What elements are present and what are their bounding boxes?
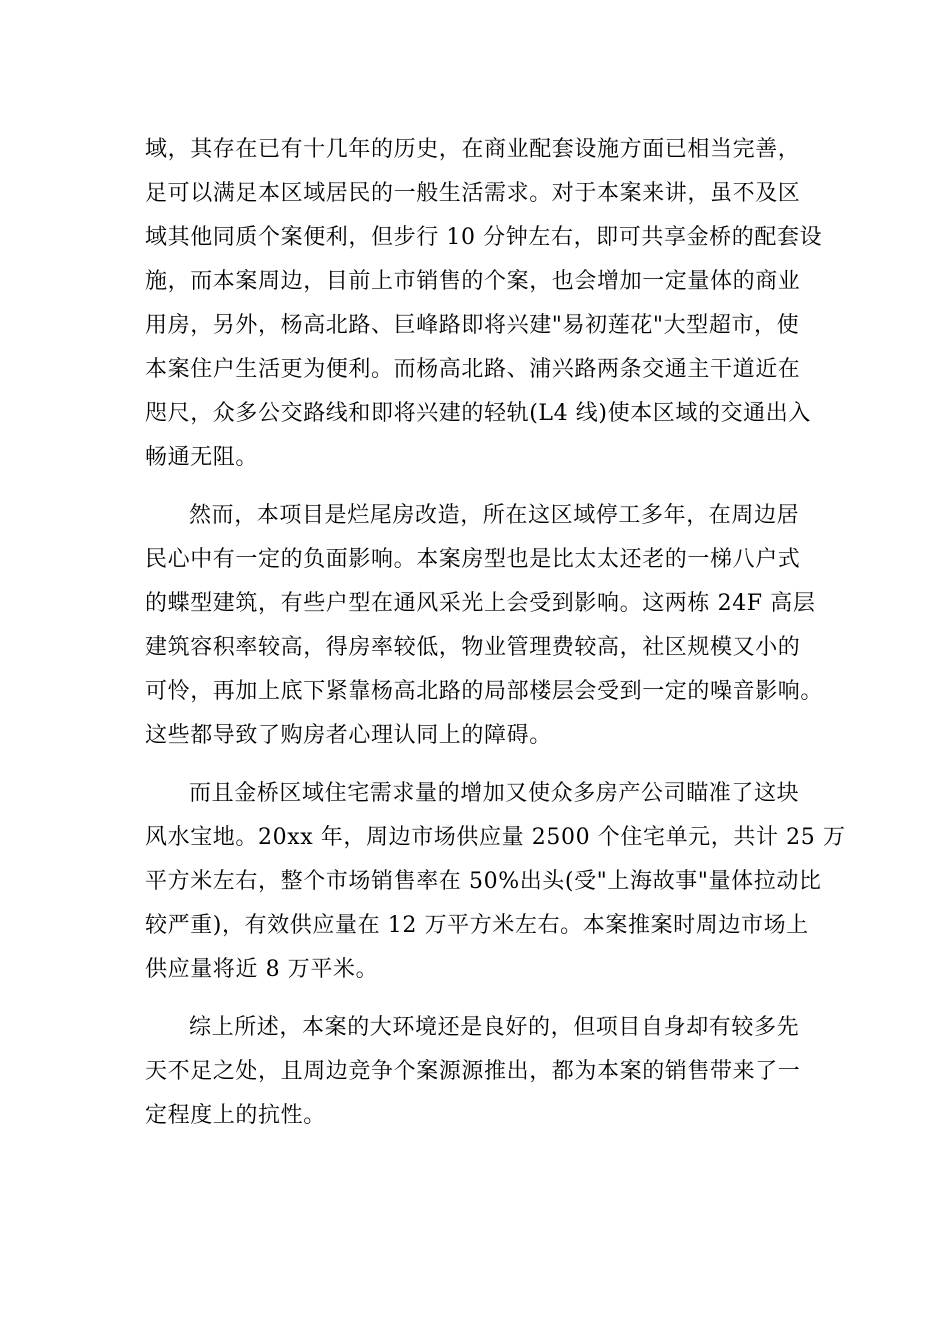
text-line: 足可以满足本区域居民的一般生活需求。对于本案来讲，虽不及区 (145, 181, 801, 206)
paragraph-location-amenities (145, 128, 823, 480)
text-line: 平方米左右，整个市场销售率在 50%出头(受"上海故事"量体拉动比 (145, 869, 822, 894)
paragraph-market-supply (145, 772, 846, 992)
text-line: 施，而本案周边，目前上市销售的个案，也会增加一定量体的商业 (145, 269, 801, 294)
text-line: 天不足之处，且周边竞争个案源源推出，都为本案的销售带来了一 (145, 1059, 801, 1084)
text-line: 域，其存在已有十几年的历史，在商业配套设施方面已相当完善， (145, 137, 801, 162)
text-line: 的蝶型建筑，有些户型在通风采光上会受到影响。这两栋 24F 高层 (145, 591, 816, 616)
paragraph-summary (145, 1006, 809, 1138)
text-line: 可怜，再加上底下紧靠杨高北路的局部楼层会受到一定的噪音影响。 (145, 679, 824, 704)
text-line: 用房，另外，杨高北路、巨峰路即将兴建"易初莲花"大型超市，使 (145, 313, 800, 338)
text-line: 然而，本项目是烂尾房改造，所在这区域停工多年，在周边居 (189, 503, 800, 528)
paragraph-project-weaknesses (145, 494, 824, 758)
text-line: 建筑容积率较高，得房率较低，物业管理费较高，社区规模又小的 (145, 635, 801, 660)
text-line: 风水宝地。20xx 年，周边市场供应量 2500 个住宅单元，共计 25 万 (145, 825, 846, 850)
text-line: 定程度上的抗性。 (145, 1103, 326, 1128)
text-line: 畅通无阻。 (145, 445, 259, 470)
text-line: 民心中有一定的负面影响。本案房型也是比太太还老的一梯八户式 (145, 547, 801, 572)
text-line: 供应量将近 8 万平米。 (145, 957, 379, 982)
text-line: 综上所述，本案的大环境还是良好的，但项目自身却有较多先 (189, 1015, 800, 1040)
text-line: 域其他同质个案便利，但步行 10 分钟左右，即可共享金桥的配套设 (145, 225, 823, 250)
text-line: 本案住户生活更为便利。而杨高北路、浦兴路两条交通主干道近在 (145, 357, 801, 382)
text-line: 而且金桥区域住宅需求量的增加又使众多房产公司瞄准了这块 (189, 781, 800, 806)
document-body (145, 128, 846, 1138)
text-line: 较严重)，有效供应量在 12 万平方米左右。本案推案时周边市场上 (145, 913, 809, 938)
text-line: 这些都导致了购房者心理认同上的障碍。 (145, 723, 552, 748)
text-line: 咫尺，众多公交路线和即将兴建的轻轨(L4 线)使本区域的交通出入 (145, 401, 811, 426)
